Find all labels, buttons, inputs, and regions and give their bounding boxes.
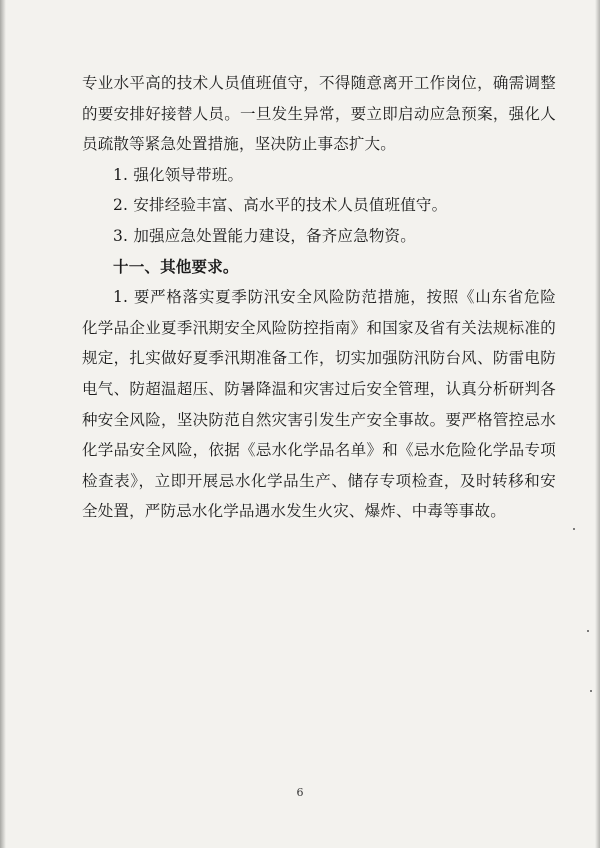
scan-speck [587,630,589,632]
section-heading: 十一、其他要求。 [113,257,239,276]
paragraph-requirement-1: 1. 要严格落实夏季防汛安全风险防范措施，按照《山东省危险化学品企业夏季汛期安全风险防控指南》和国家及省有关法规标准的规定，扎实做好夏季汛期准备工作，切实加强防汛防台风、防雷电防电气、防超温超压、防暑降温和灾害过后安全管理，认真分析研判各种安全风险，坚决防范自然灾害引发生产安全事故。要严格管控忌水化学品安全风险，依据《忌水化学品名单》和《忌水危险化学品专项检查表》，立即开展忌水化学品生产、储存专项检查，及时转移和安全处置，严防忌水化学品遇水发生火灾、爆炸、中毒等事故。 [82,288,556,521]
scan-edge-left [0,0,6,848]
list-item-3: 3. 加强应急处置能力建设，备齐应急物资。 [113,226,416,245]
scan-edge-right [595,0,600,848]
page-number: 6 [296,786,304,799]
list-item-2: 2. 安排经验丰富、高水平的技术人员值班值守。 [113,196,448,215]
paragraph-continuation: 专业水平高的技术人员值班值守，不得随意离开工作岗位，确需调整的要安排好接替人员。一旦发生异常，要立即启动应急预案，强化人员疏散等紧急处置措施，坚决防止事态扩大。 [82,74,556,154]
document-body [82,68,556,527]
scan-speck [573,528,575,530]
list-item-1: 1. 强化领导带班。 [113,165,244,184]
scan-speck [590,690,592,692]
